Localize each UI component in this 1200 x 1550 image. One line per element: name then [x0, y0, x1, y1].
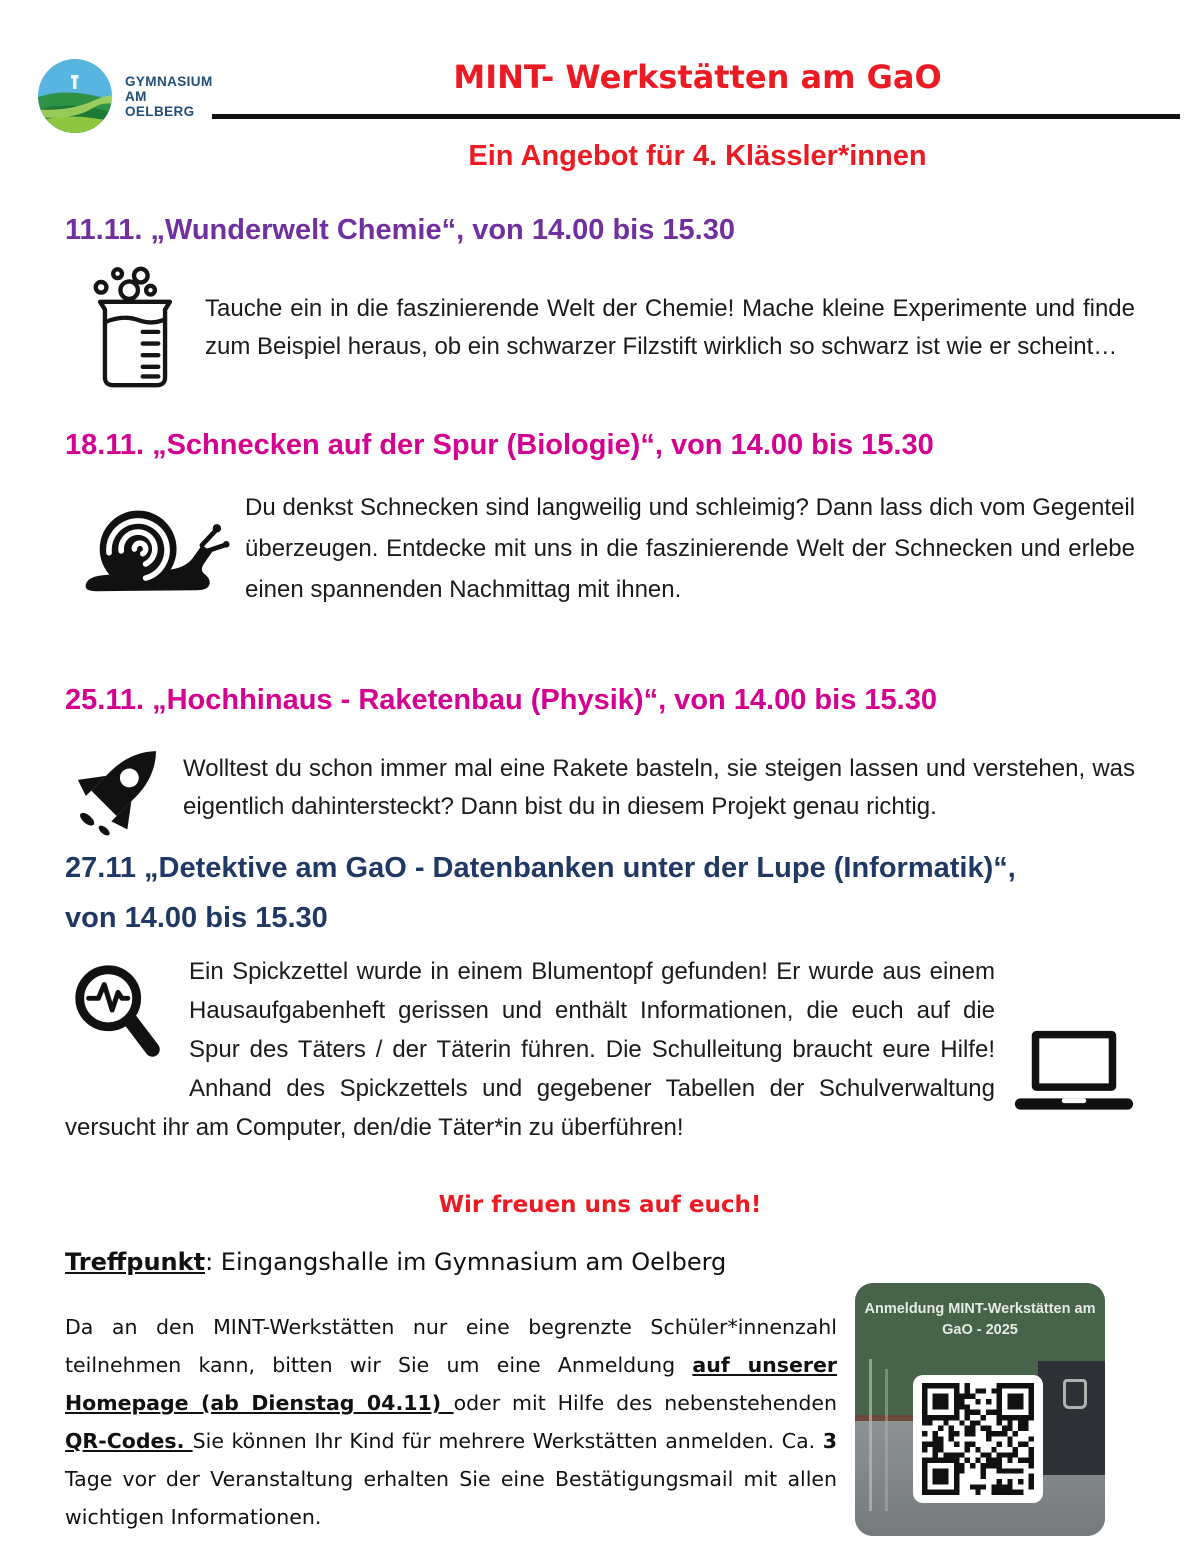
- school-logo-icon: [35, 56, 115, 136]
- closing-line: Wir freuen uns auf euch!: [438, 1192, 762, 1218]
- section-physics: [65, 736, 1135, 840]
- registration-text-4: Tage vor der Veranstaltung erhalten Sie eine Bestätigungsmail mit allen wichtigen Informationen.: [65, 1467, 837, 1529]
- meeting-point-line: [65, 1248, 1135, 1276]
- section-chemistry: [65, 264, 1135, 392]
- qr-card-title: [863, 1299, 1097, 1341]
- qr-code-reference: QR-Codes.: [65, 1429, 193, 1453]
- school-logo-text: [125, 74, 213, 119]
- section-informatics-heading: [65, 843, 1155, 943]
- qr-code: [922, 1383, 1034, 1495]
- rocket-icon: [65, 736, 183, 840]
- qr-card-background-detail: [869, 1359, 872, 1511]
- qr-card-background-detail: [885, 1369, 888, 1511]
- page-title: MINT- Werkstätten am GaO: [453, 58, 942, 96]
- section-informatics-body: Ein Spickzettel wurde in einem Blumentopf gefunden! Er wurde aus einem Hausaufgabenheft gerissen und enthält Informationen, die euch auf die Spur des Täters / der Täterin führen. Die Schulleitung braucht eure Hilfe! Anhand des Spickzettels und gegebener Tabellen der Schulverwaltung versucht ihr am Computer, den/die Täter*in zu überführen!: [65, 958, 995, 1141]
- logo-line3: OELBERG: [125, 103, 195, 119]
- school-logo: [35, 56, 213, 136]
- section-informatics-heading-line1: 27.11 „Detektive am GaO - Datenbanken unter der Lupe (Informatik)“,: [65, 852, 1016, 884]
- homepage-link: auf unserer Homepage (ab Dienstag 04.11): [65, 1353, 838, 1415]
- qr-card-title-line1: Anmeldung MINT-Werkstätten am: [864, 1301, 1096, 1317]
- section-biology: [65, 487, 1135, 610]
- section-biology-body: Du denkst Schnecken sind langweilig und schleimig? Dann lass dich vom Gegenteil überzeugen. Entdecke mit uns in die faszinierende Welt der Schnecken und erlebe einen spannenden Nachmittag mit ihnen.: [245, 494, 1135, 603]
- meeting-point-text: : Eingangshalle im Gymnasium am Oelberg: [205, 1248, 727, 1276]
- section-biology-heading: 18.11. „Schnecken auf der Spur (Biologie)“, von 14.00 bis 15.30: [65, 429, 934, 461]
- meeting-point-label: Treffpunkt: [65, 1248, 206, 1276]
- title-divider: [212, 114, 1180, 119]
- logo-line1: GYMNASIUM: [125, 73, 213, 89]
- page-subtitle: Ein Angebot für 4. Klässler*innen: [468, 140, 927, 172]
- section-chemistry-body: Tauche ein in die faszinierende Welt der Chemie! Mache kleine Experimente und finde zum Beispiel heraus, ob ein schwarzer Filzstift wirklich so schwarz ist wie er scheint…: [205, 295, 1135, 360]
- laptop-icon: [1013, 1028, 1135, 1120]
- logo-line2: AM: [125, 88, 147, 104]
- magnifier-icon: [65, 956, 173, 1070]
- qr-code-panel: [913, 1375, 1043, 1503]
- qr-card-background-bottle: [1063, 1379, 1087, 1409]
- beaker-icon: [65, 264, 205, 392]
- registration-text-3: Sie können Ihr Kind für mehrere Werkstätten anmelden. Ca.: [192, 1429, 823, 1453]
- registration-paragraph: [65, 1308, 837, 1536]
- qr-registration-card: [855, 1283, 1105, 1536]
- registration-text-2: oder mit Hilfe des nebenstehenden: [453, 1391, 838, 1415]
- registration-days-number: 3: [822, 1429, 837, 1453]
- section-informatics: [65, 952, 1135, 1147]
- registration-text-1: Da an den MINT-Werkstätten nur eine begrenzte Schüler*innenzahl teilnehmen kann, bitten wir Sie um eine Anmeldung: [65, 1315, 837, 1377]
- qr-card-title-line2: GaO - 2025: [942, 1322, 1018, 1338]
- section-informatics-heading-line2: von 14.00 bis 15.30: [65, 902, 328, 934]
- snail-icon: [65, 502, 245, 596]
- section-physics-body: Wolltest du schon immer mal eine Rakete basteln, sie steigen lassen und verstehen, was eigentlich dahintersteckt? Dann bist du in diesem Projekt genau richtig.: [183, 755, 1135, 820]
- section-physics-heading: 25.11. „Hochhinaus - Raketenbau (Physik)“, von 14.00 bis 15.30: [65, 684, 937, 716]
- section-chemistry-heading: 11.11. „Wunderwelt Chemie“, von 14.00 bis 15.30: [65, 214, 735, 246]
